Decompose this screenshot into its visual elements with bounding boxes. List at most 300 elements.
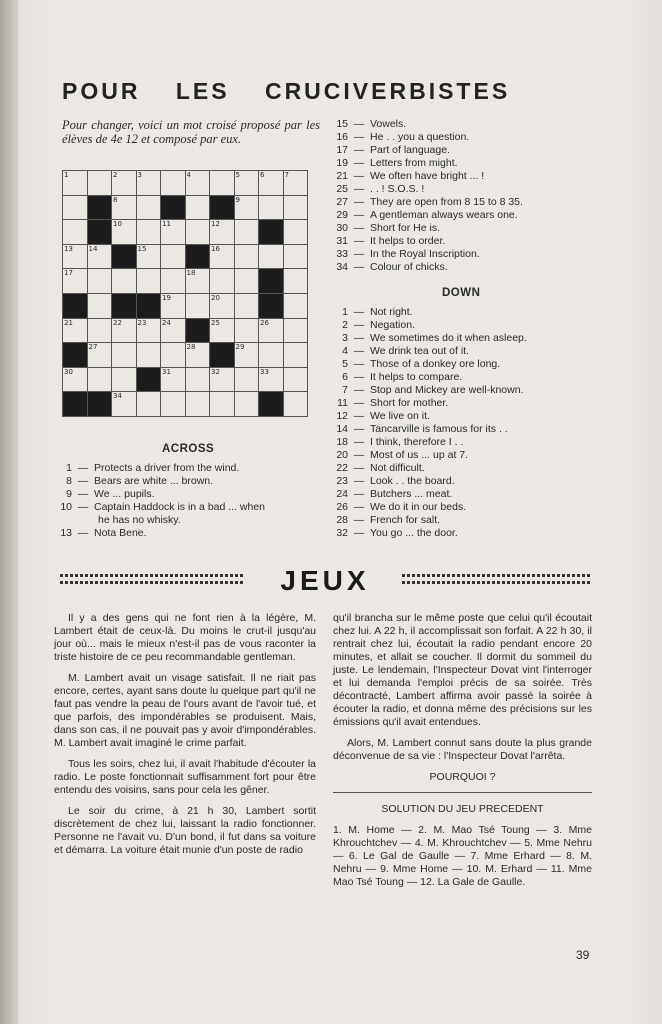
clue-text: It helps to order. [370,235,446,247]
across-clue [50,501,265,514]
white-square [185,269,210,294]
white-square [185,293,210,318]
white-square [210,269,235,294]
black-square [210,195,235,220]
clue-number: 21 [336,170,348,182]
grid-row [63,367,308,392]
down-clue [326,436,527,449]
dash: — [353,222,365,234]
black-square [161,195,186,220]
dash: — [353,157,365,169]
clue-number: 25 [211,318,220,327]
clue-text: Letters from might. [370,157,458,169]
white-square [161,392,186,417]
clue-number: 2 [113,171,118,179]
clue-text: Look . . the board. [370,475,455,487]
down-clue [326,501,527,514]
across-clue [50,527,265,540]
white-square [161,220,186,245]
white-square [87,244,112,269]
clue-number: 28 [186,343,196,352]
across-clue [50,488,265,501]
black-square [63,343,88,368]
clue-number: 4 [186,171,191,179]
black-square [210,343,235,368]
white-square [283,367,308,392]
pourquoi: POURQUOI ? [429,771,496,783]
white-square [259,244,284,269]
clue-text: We drink tea out of it. [370,345,470,357]
white-square [283,195,308,220]
clue-number: 3 [342,332,348,344]
white-square [112,343,137,368]
dash: — [353,475,365,487]
clue-number: 30 [64,367,73,376]
clue-text: Protects a driver from the wind. [94,462,240,474]
clue-number: 3 [137,171,142,179]
clue-text: Those of a donkey ore long. [370,358,501,370]
clue-text: French for salt. [370,514,441,526]
clue-text: Bears are white ... brown. [94,475,214,487]
white-square [210,220,235,245]
wavy-rule-right [402,574,592,584]
white-square [136,171,161,196]
jeux-title: JEUX [280,565,370,596]
clue-text: A gentleman always wears one. [370,209,518,221]
dash: — [353,397,365,409]
clue-text: Captain Haddock is in a bad ... when [94,501,266,513]
clue-number: 22 [113,318,122,327]
clue-number: 31 [162,367,171,376]
across-clue [326,209,523,222]
solution-text: 1. M. Home — 2. M. Mao Tsé Toung — 3. Mme Khrouchtchev — 4. M. Khrouchtchev — 5. Mme Nehru — 6. Le Gal de Gaulle — 7. Mme Erhard — 8. M. Nehru — 9. Mme Home — 10. M. Erhard — 11. Mme Mao Tsé Toung — 12. La Gale de Gaulle. [333,824,592,888]
story-column-left [54,612,316,865]
white-square [87,367,112,392]
white-square [112,367,137,392]
white-square [112,269,137,294]
white-square [136,220,161,245]
white-square [234,269,259,294]
grid-row [63,343,308,368]
solution-heading: SOLUTION DU JEU PRECEDENT [381,803,544,815]
clue-number: 22 [336,462,348,474]
across-clue [326,131,523,144]
black-square [112,244,137,269]
dash: — [353,248,365,260]
clue-number: 13 [60,527,72,539]
clue-text: It helps to compare. [370,371,463,383]
white-square [185,367,210,392]
down-clue [326,475,527,488]
white-square [210,293,235,318]
clue-number: 23 [137,318,147,327]
clue-text: We do it in our beds. [370,501,467,513]
dash: — [353,410,365,422]
clue-number: 21 [64,318,73,327]
clue-text: Stop and Mickey are well-known. [370,384,524,396]
dash: — [353,488,365,500]
down-clue [326,514,527,527]
clue-text: We ... pupils. [94,488,155,500]
clue-text: They are open from 8 15 to 8 35. [370,196,523,208]
white-square [63,318,88,343]
clue-number: 16 [336,131,348,143]
white-square [161,244,186,269]
page-title: POUR LES CRUCIVERBISTES [62,78,511,104]
across-clue [326,248,523,261]
dash: — [77,527,89,539]
white-square [283,244,308,269]
clue-number: 32 [336,527,348,539]
clue-text: Part of language. [370,144,450,156]
clue-number: 18 [186,269,196,278]
dash: — [353,319,365,331]
dash: — [353,345,365,357]
white-square [283,293,308,318]
clue-number: 14 [88,244,98,253]
clue-number: 13 [64,244,73,253]
clue-number: 10 [60,501,72,513]
white-square [136,318,161,343]
clue-number: 1 [342,306,348,318]
dash: — [353,462,365,474]
white-square [63,244,88,269]
white-square [87,343,112,368]
clue-text: . . ! S.O.S. ! [370,183,425,195]
grid-row [63,171,308,196]
dash: — [77,462,89,474]
clue-text: he has no whisky. [98,514,181,526]
white-square [161,269,186,294]
grid-row [63,318,308,343]
across-clue [326,170,523,183]
across-clue [326,183,523,196]
down-clue [326,332,527,345]
page-number: 39 [576,948,590,962]
clue-text: We live on it. [370,410,430,422]
clue-number: 26 [336,501,348,513]
white-square [63,269,88,294]
white-square [259,367,284,392]
white-square [161,318,186,343]
black-square [87,392,112,417]
white-square [259,195,284,220]
clue-number: 1 [66,462,72,474]
clue-number: 34 [113,392,122,401]
clue-text: Vowels. [370,118,407,130]
black-square [259,392,284,417]
clue-number: 20 [336,449,348,461]
white-square [161,171,186,196]
dash: — [353,196,365,208]
across-clue [50,514,265,527]
clue-number: 24 [336,488,348,500]
dash: — [353,436,365,448]
clue-number: 8 [66,475,72,487]
across-clues-left [50,462,265,540]
clue-number: 11 [337,397,348,409]
white-square [63,195,88,220]
white-square [210,171,235,196]
white-square [234,171,259,196]
white-square [63,171,88,196]
white-square [136,269,161,294]
down-clue [326,371,527,384]
clue-number: 8 [113,195,118,204]
white-square [185,220,210,245]
dash: — [353,501,365,513]
dash: — [353,423,365,435]
down-clue [326,449,527,462]
clue-number: 12 [336,410,348,422]
clue-number: 30 [336,222,348,234]
across-clue [326,196,523,209]
dash: — [353,183,365,195]
black-square [87,195,112,220]
white-square [161,293,186,318]
story-paragraph: Alors, M. Lambert connut sans doute la plus grande déconvenue de sa vie : l'Inspecteur Dovat l'arrêta. [333,737,592,762]
dash: — [353,118,365,130]
clue-number: 34 [336,261,348,273]
story-column-right [333,612,592,897]
dash: — [353,371,365,383]
white-square [185,195,210,220]
clue-number: 27 [88,343,98,352]
clue-number: 5 [235,171,240,179]
black-square [259,269,284,294]
clue-number: 14 [336,423,348,435]
clue-text: I think, therefore I . . [370,436,464,448]
clue-number: 17 [336,144,348,156]
clue-number: 27 [336,196,348,208]
dash: — [353,144,365,156]
clue-text: He . . you a question. [370,131,470,143]
clue-number: 11 [162,220,171,229]
clue-text: Not right. [370,306,413,318]
white-square [234,244,259,269]
clue-number: 7 [284,171,289,179]
dash: — [353,261,365,273]
clue-number: 26 [260,318,269,327]
down-clue [326,397,527,410]
white-square [112,318,137,343]
dash: — [353,449,365,461]
clue-number: 20 [211,293,220,302]
across-clue [326,235,523,248]
clue-number: 12 [211,220,220,229]
white-square [234,343,259,368]
black-square [185,318,210,343]
story-paragraph: Il y a des gens qui ne font rien à la légère, M. Lambert était de ceux-là. Du moins le crut-il jusqu'au jour où... mais le mieux n'est-il pas de vous raconter la triste histoire de ce peu recommandable gentleman. [54,612,316,663]
across-clue [326,157,523,170]
white-square [259,318,284,343]
across-clue [326,144,523,157]
down-clue [326,488,527,501]
clue-text: We sometimes do it when asleep. [370,332,527,344]
white-square [185,392,210,417]
down-clue [326,358,527,371]
jeux-banner [60,565,592,595]
across-clue [326,118,523,131]
across-clue [326,261,523,274]
white-square [112,392,137,417]
white-square [234,367,259,392]
story-paragraph: Tous les soirs, chez lui, il avait l'habitude d'écouter la radio. Le poste fonctionnait suffisamment fort pour être entendu des voisins, sans pour cela les gêner. [54,758,316,796]
across-heading: ACROSS [162,443,215,455]
clue-number: 9 [66,488,72,500]
black-square [63,293,88,318]
white-square [87,318,112,343]
dash: — [353,306,365,318]
grid-row [63,392,308,417]
white-square [234,392,259,417]
white-square [210,244,235,269]
clue-text: Butchers ... meat. [370,488,453,500]
clue-number: 33 [336,248,348,260]
grid-row [63,220,308,245]
clue-text: Nota Bene. [94,527,147,539]
clue-number: 9 [235,195,240,204]
dash: — [353,384,365,396]
white-square [234,220,259,245]
dash: — [353,170,365,182]
down-heading: DOWN [442,287,481,299]
clue-text: Short for He is. [370,222,441,234]
clue-number: 15 [137,244,147,253]
black-square [63,392,88,417]
grid-row [63,195,308,220]
clue-text: Not difficult. [370,462,425,474]
down-clue [326,306,527,319]
white-square [112,195,137,220]
intro-text: Pour changer, voici un mot croisé proposé par les élèves de 4e 12 et composé par eux. [62,118,320,146]
dash: — [353,209,365,221]
white-square [87,171,112,196]
clue-text: Colour of chicks. [370,261,448,273]
dash: — [77,488,89,500]
clue-number: 17 [64,269,73,278]
down-clue [326,410,527,423]
black-square [87,220,112,245]
black-square [112,293,137,318]
story-paragraph: qu'il brancha sur le même poste que celui qu'il écoutait chez lui. A 22 h, il accomplissait son forfait. A 22 h 30, il rentrait chez lui, écoutait la radio pendant encore 20 minutes, et allait se coucher. Il dormit du sommeil du juste. Le lendemain, l'Inspecteur Dovat vint l'interroger et lui demanda l'emploi précis de sa soirée. Très décontracté, Lambert affirma avoir passé la soirée à écouter la radio, et donna même des précisions sur les émissions qu'il avait entendues. [333,612,592,728]
wavy-rule-left [60,574,244,584]
grid-row [63,269,308,294]
clue-number: 16 [211,244,220,253]
black-square [136,293,161,318]
white-square [161,367,186,392]
clue-number: 10 [113,220,122,229]
clue-number: 1 [64,171,69,179]
white-square [210,392,235,417]
down-clue [326,345,527,358]
crossword-grid [62,170,308,417]
across-clue [50,462,265,475]
white-square [283,269,308,294]
white-square [283,220,308,245]
across-clue [50,475,265,488]
down-clue [326,527,527,540]
dash: — [353,514,365,526]
clue-number: 24 [162,318,171,327]
dash: — [353,235,365,247]
dash: — [353,358,365,370]
dash: — [77,501,89,513]
clue-number: 15 [336,118,348,130]
down-clue [326,319,527,332]
white-square [136,195,161,220]
white-square [234,318,259,343]
clue-text: Most of us ... up at 7. [370,449,469,461]
white-square [185,171,210,196]
grid-row [63,293,308,318]
story-paragraph: Le soir du crime, à 21 h 30, Lambert sortit discrètement de chez lui, laissant la radio fonctionner. Personne ne l'avait vu. D'un bond, il fut dans sa voiture et démarra. La voiture était munie d'un poste de radio [54,805,316,856]
clue-number: 2 [342,319,348,331]
clue-number: 32 [211,367,220,376]
clue-text: Short for mother. [370,397,449,409]
clue-number: 19 [162,293,171,302]
dash: — [77,475,89,487]
white-square [234,293,259,318]
down-clue [326,423,527,436]
down-clue [326,462,527,475]
dash: — [353,527,365,539]
clue-number: 18 [336,436,348,448]
white-square [161,343,186,368]
white-square [234,195,259,220]
clue-number: 6 [342,371,348,383]
clue-number: 31 [336,235,348,247]
black-square [259,220,284,245]
binding-edge [0,0,18,1024]
clue-text: Tancarville is famous for its . . [370,423,508,435]
divider [333,792,592,793]
white-square [63,367,88,392]
clue-number: 19 [336,157,348,169]
black-square [185,244,210,269]
clue-text: You go ... the door. [370,527,458,539]
clue-number: 29 [336,209,348,221]
clue-number: 7 [342,384,348,396]
white-square [283,343,308,368]
white-square [259,171,284,196]
clue-number: 23 [336,475,348,487]
clue-number: 5 [342,358,348,370]
white-square [185,343,210,368]
clue-number: 33 [260,367,269,376]
clue-number: 28 [336,514,348,526]
white-square [259,343,284,368]
white-square [136,244,161,269]
story-paragraph: M. Lambert avait un visage satisfait. Il ne riait pas encore, certes, ayant sans doute lu quelque part qu'il ne faut pas vendre la peau de l'ours avant de l'avoir tué, et que parfois, des impondérables se produisent. Mais, dans son cas, il ne pouvait pas y avoir d'impondérables. M. Lambert avait imaginé le crime parfait. [54,672,316,749]
down-clue [326,384,527,397]
clue-text: In the Royal Inscription. [370,248,480,260]
dash: — [353,332,365,344]
dash: — [353,131,365,143]
grid-row [63,244,308,269]
black-square [259,293,284,318]
white-square [210,318,235,343]
down-clues [326,306,527,540]
white-square [87,293,112,318]
white-square [283,171,308,196]
clue-number: 25 [336,183,348,195]
clue-number: 4 [342,345,348,357]
white-square [136,392,161,417]
clue-number: 6 [260,171,265,179]
white-square [283,392,308,417]
clue-number: 29 [235,343,245,352]
